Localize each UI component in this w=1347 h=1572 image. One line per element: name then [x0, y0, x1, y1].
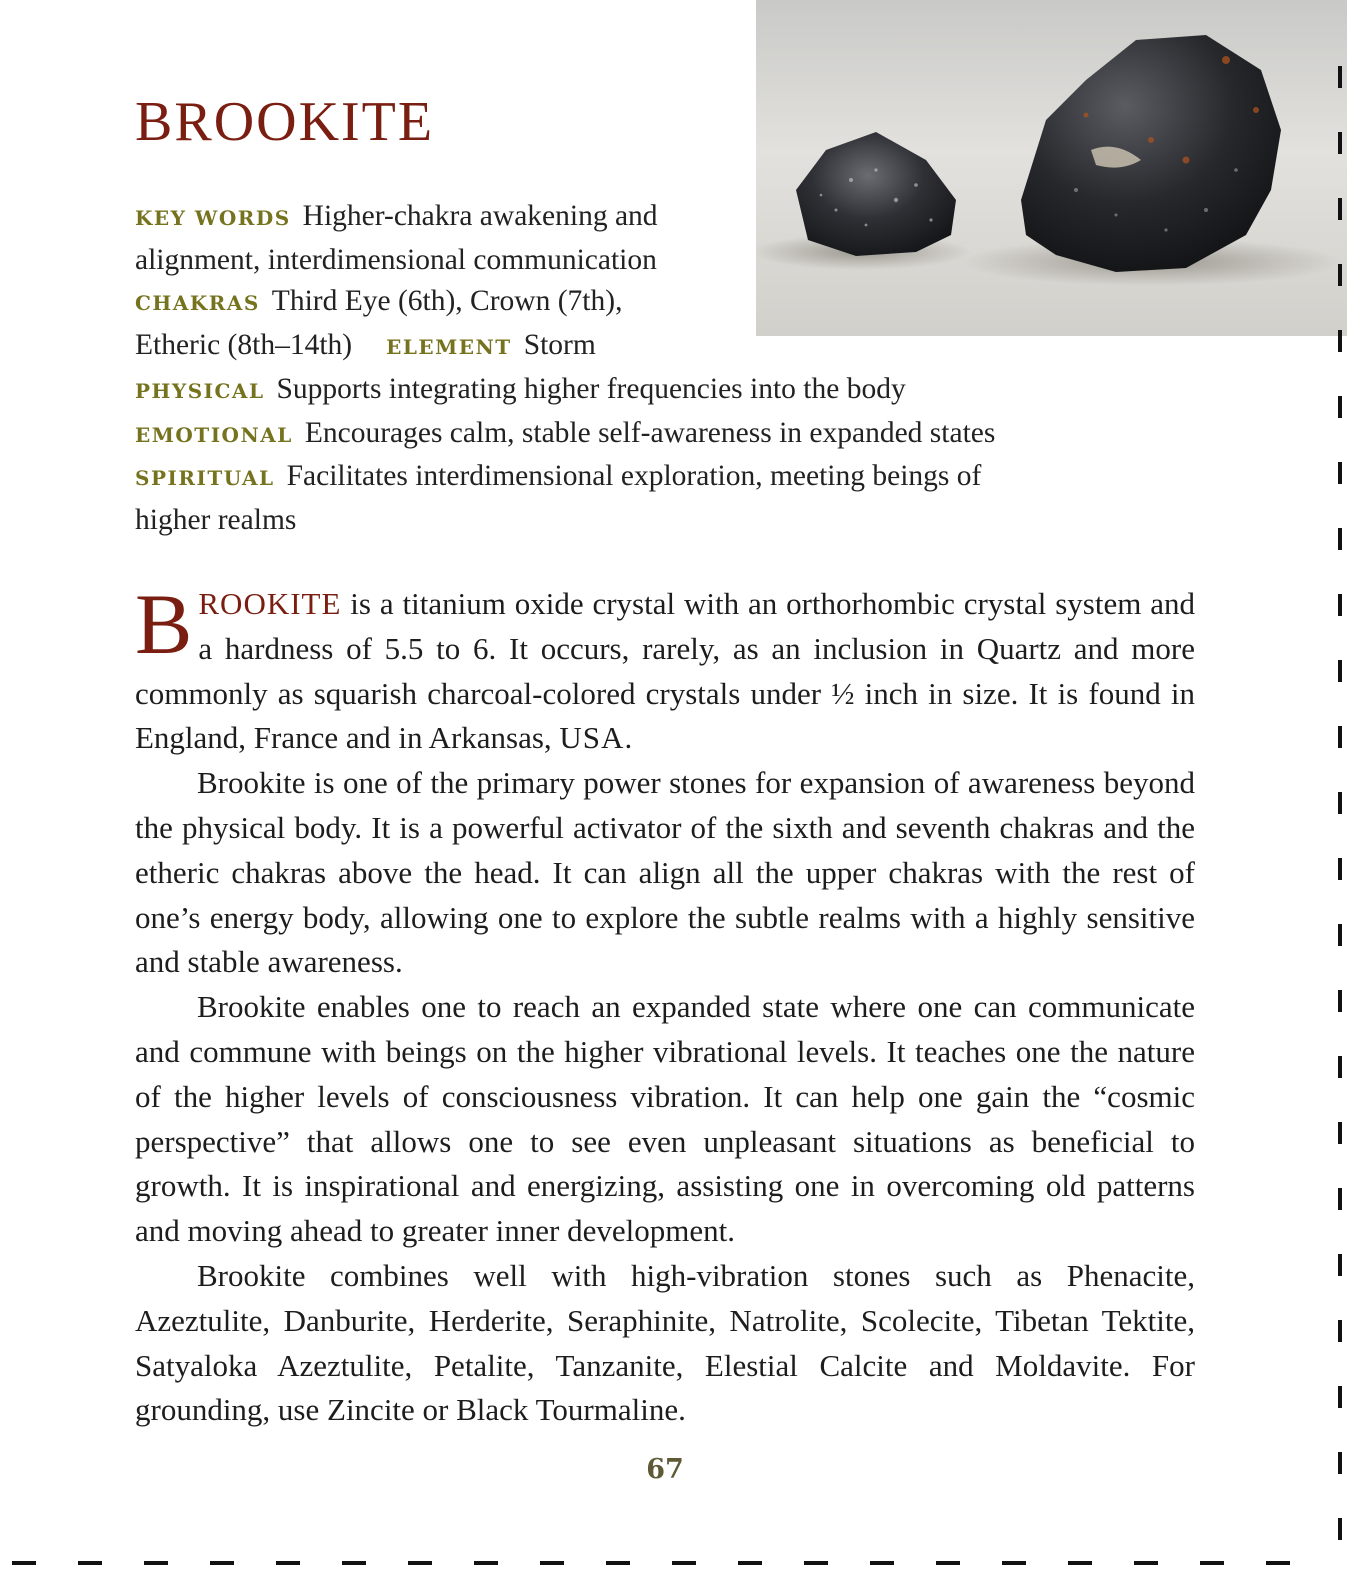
keywords-label: KEY WORDS: [135, 206, 291, 230]
paragraph-4: Brookite combines well with high-vibration stones such as Phenacite, Azeztulite, Danburite, Herderite, Seraphinite, Natrolite, Scolecite, Tibetan Tektite, Satyaloka Azeztulite, Petalite, Tanzanite, Elestial Calcite and Moldavite. For grounding, use Zincite or Black Tourmaline.: [135, 1257, 1195, 1428]
chakras-value-1: Third Eye (6th), Crown (7th),: [271, 285, 623, 318]
lead-word: ROOKITE: [198, 586, 342, 621]
body-text: [135, 576, 1195, 1433]
paragraph-2: Brookite is one of the primary power stones for expansion of awareness beyond the physical body. It is a powerful activator of the sixth and seventh chakras and the etheric chakras above the head. It can align all the upper chakras with the rest of one’s energy body, allowing one to explore the subtle realms with a highly sensitive and stable awareness.: [135, 765, 1195, 980]
emotional-value: Encourages calm, stable self-awareness in expanded states: [304, 416, 996, 449]
chakras-element-line: [135, 325, 1095, 369]
paragraph-3: Brookite enables one to reach an expanded state where one can communicate and commune with beings on the higher vibrational levels. It teaches one the nature of the higher levels of consciousness vibration. It can help one gain the “cosmic perspective” that allows one to see even unpleasant situations as beneficial to growth. It is inspirational and energizing, assisting one in overcoming old patterns and moving ahead to greater inner development.: [135, 989, 1195, 1249]
element-label: ELEMENT: [386, 335, 512, 360]
emotional-label: EMOTIONAL: [135, 422, 293, 447]
usa-abbrev: USA: [559, 720, 625, 756]
keywords-value-2: alignment, interdimensional communication: [135, 243, 657, 276]
element-value: Storm: [523, 329, 596, 362]
chakras-line-1: [135, 281, 1095, 325]
spiritual-value-2: higher realms: [135, 503, 297, 536]
chakras-value-2: Etheric (8th–14th): [135, 329, 353, 362]
page-number: 67: [646, 1454, 684, 1485]
drop-cap: B: [135, 576, 193, 672]
keywords-value-1: Higher-chakra awakening and: [302, 200, 658, 232]
spiritual-line-2: [135, 500, 1095, 542]
chakras-label: CHAKRAS: [135, 291, 260, 316]
physical-line: [135, 369, 1095, 413]
attributes-block: [135, 196, 1095, 542]
keywords-line-1: [135, 196, 1095, 240]
physical-value: Supports integrating higher frequencies into the body: [276, 372, 906, 405]
page-title: BROOKITE: [135, 91, 435, 153]
keywords-line-2: [135, 240, 1095, 282]
paragraph-1-text: is a titanium oxide crystal with an orthorhombic crystal system and a hardness of 5.5 to 6. It occurs, rarely, as an inclusion in Quartz and more commonly as squarish charcoal-colored crystals under ½ inch in size. It is found in England, France and in Arkansas,: [135, 586, 1195, 756]
spiritual-value-1: Facilitates interdimensional exploration, meeting beings of: [286, 460, 982, 493]
spiritual-label: SPIRITUAL: [135, 466, 275, 491]
spiritual-line-1: [135, 456, 1095, 500]
paragraph-1: [135, 576, 1195, 761]
emotional-line: [135, 413, 1095, 457]
physical-label: PHYSICAL: [135, 378, 265, 403]
paragraph-1-end: .: [624, 720, 633, 756]
